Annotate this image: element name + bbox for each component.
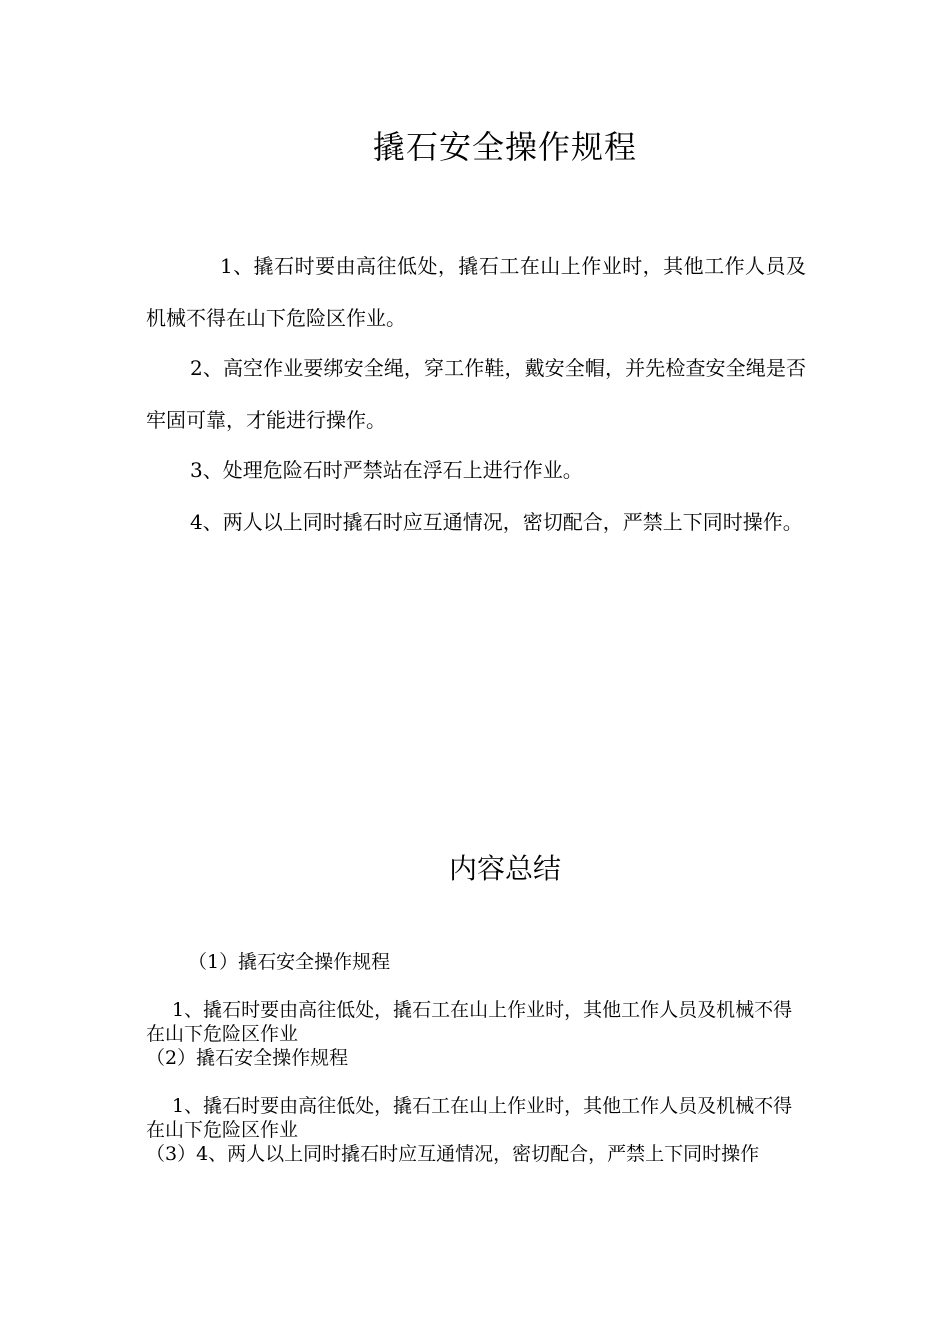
summary-item-3: （2）撬石安全操作规程 xyxy=(146,1047,349,1069)
rule-paragraph-2: 2、高空作业要绑安全绳，穿工作鞋，戴安全帽，并先检查安全绳是否牢固可靠，才能进行操作。 xyxy=(146,356,806,432)
summary-item-4: 1、撬石时要由高往低处，撬石工在山上作业时，其他工作人员及机械不得在山下危险区作业 xyxy=(146,1095,793,1141)
summary-title: 内容总结 xyxy=(448,852,561,885)
rule-paragraph-1: 1、撬石时要由高往低处，撬石工在山上作业时，其他工作人员及机械不得在山下危险区作业。 xyxy=(146,254,806,330)
rule-paragraph-4: 4、两人以上同时撬石时应互通情况，密切配合，严禁上下同时操作。 xyxy=(190,510,803,534)
document-title: 撬石安全操作规程 xyxy=(372,128,637,166)
summary-item-5: （3）4、两人以上同时撬石时应互通情况，密切配合，严禁上下同时操作 xyxy=(146,1143,760,1165)
rule-paragraph-3: 3、处理危险石时严禁站在浮石上进行作业。 xyxy=(190,458,583,482)
summary-item-1: （1）撬石安全操作规程 xyxy=(188,951,391,973)
summary-item-2: 1、撬石时要由高往低处，撬石工在山上作业时，其他工作人员及机械不得在山下危险区作业 xyxy=(146,999,793,1045)
